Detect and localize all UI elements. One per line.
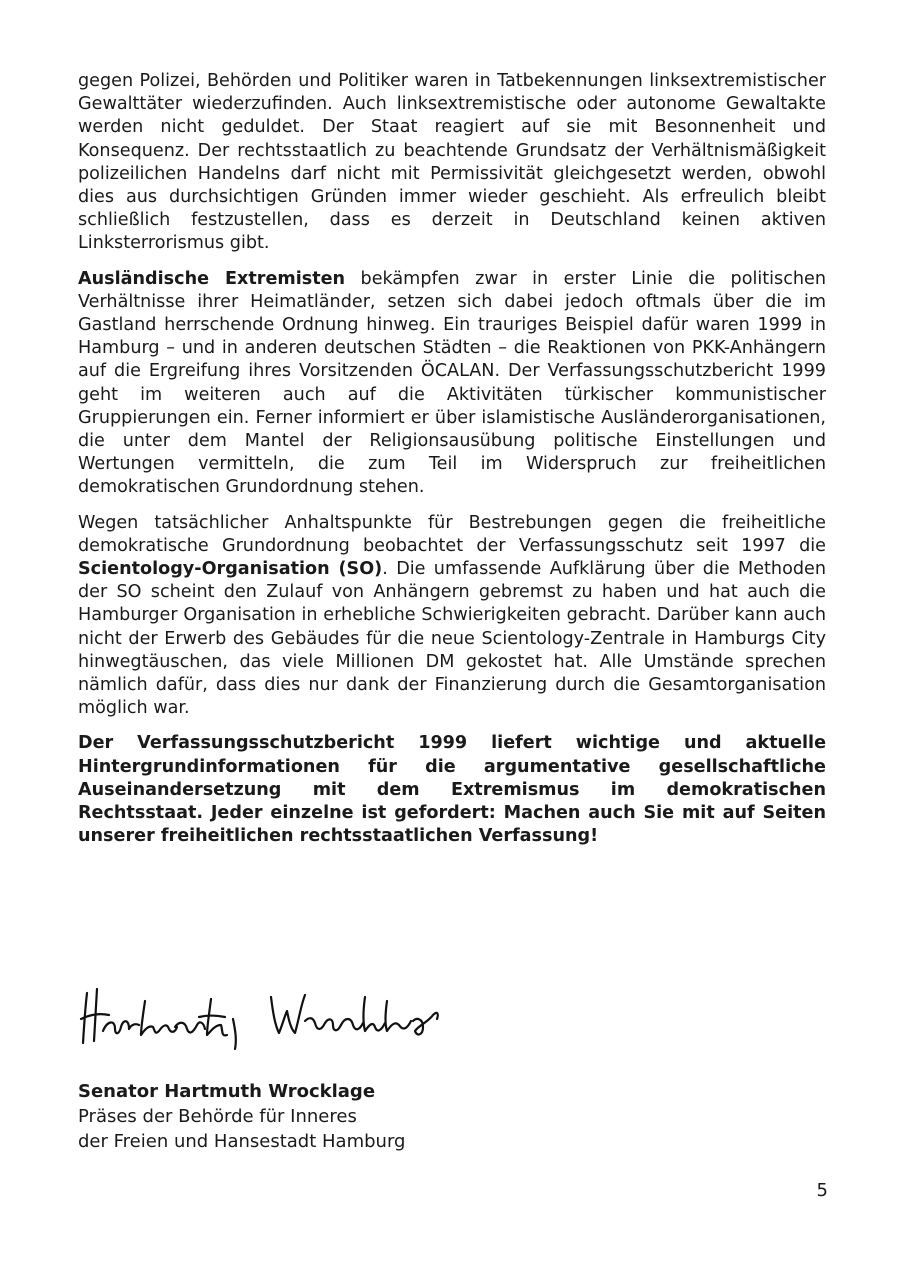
paragraph-scientology-start: Wegen tatsächlicher Anhaltspunkte für Bestrebungen gegen die freiheitliche demokratische Grundordnung beobachtet der Verfassungsschutz seit 1997 die	[78, 512, 826, 556]
signer-title: Präses der Behörde für Inneres	[78, 1106, 357, 1127]
heading-foreign-extremists: Ausländische Extremisten	[78, 268, 346, 289]
paragraph-scientology	[78, 512, 826, 721]
paragraph-scientology-text: . Die umfassende Aufklärung über die Methoden der SO scheint den Zulauf von Anhängern gebremst zu haben und hat auch die Hamburger Organisation in erhebliche Schwierigkeiten gebracht. Darüber kann auch nicht der Erwerb des Gebäudes für die neue Scientology-Zentrale in Hamburgs City hinwegtäuschen, das viele Millionen DM gekostet hat. Alle Umstände sprechen nämlich dafür, dass dies nur dank der Finanzierung durch die Gesamtorganisation möglich war.	[78, 559, 826, 719]
handwritten-signature	[75, 975, 445, 1055]
paragraph-left-extremism: gegen Polizei, Behörden und Politiker waren in Tatbekennungen linksextremistischer Gewalttäter wiederzufinden. Auch linksextremistische oder autonome Gewaltakte werden nicht geduldet. Der Staat reagiert auf sie mit Besonnenheit und Konsequenz. Der rechtsstaatlich zu beachtende Grundsatz der Verhältnismäßigkeit polizeilichen Handelns darf nicht mit Permissivität gleichgesetzt werden, obwohl dies aus durchsichtigen Gründen immer wieder geschieht. Als erfreulich bleibt schließlich festzustellen, dass es derzeit in Deutschland keinen aktiven Linksterrorismus gibt.	[78, 71, 826, 254]
heading-scientology: Scientology-Organisation (SO)	[78, 559, 383, 580]
paragraph-conclusion: Der Verfassungsschutzbericht 1999 liefert wichtige und aktuelle Hintergrundinformationen für die argumentative gesellschaftliche Auseinandersetzung mit dem Extremismus im demokratischen Rechtsstaat. Jeder einzelne ist gefordert: Machen auch Sie mit auf Seiten unserer freiheitlichen rechtsstaatlichen Verfassung!	[78, 733, 826, 847]
signer-name: Senator Hartmuth Wrocklage	[78, 1081, 376, 1102]
signer-block	[78, 1079, 405, 1154]
page-number: 5	[816, 1180, 828, 1201]
paragraph-foreign-extremists-text: bekämpfen zwar in erster Linie die politischen Verhältnisse ihrer Heimatländer, setzen sich dabei jedoch oftmals über die im Gastland herrschende Ordnung hinweg. Ein trauriges Beispiel dafür waren 1999 in Hamburg – und in anderen deutschen Städten – die Reaktionen von PKK-Anhängern auf die Ergreifung ihres Vorsitzenden ÖCALAN. Der Verfassungsschutzbericht 1999 geht im weiteren auch auf die Aktivitäten türkischer kommunistischer Gruppierungen ein. Ferner informiert er über islamistische Ausländerorganisationen, die unter dem Mantel der Religionsausübung politische Einstellungen und Wertungen vermitteln, die zum Teil im Widerspruch zur freiheitlichen demokratischen Grundordnung stehen.	[78, 268, 826, 498]
document-body	[78, 70, 826, 861]
signer-institution: der Freien und Hansestadt Hamburg	[78, 1131, 406, 1152]
paragraph-foreign-extremists	[78, 268, 826, 500]
